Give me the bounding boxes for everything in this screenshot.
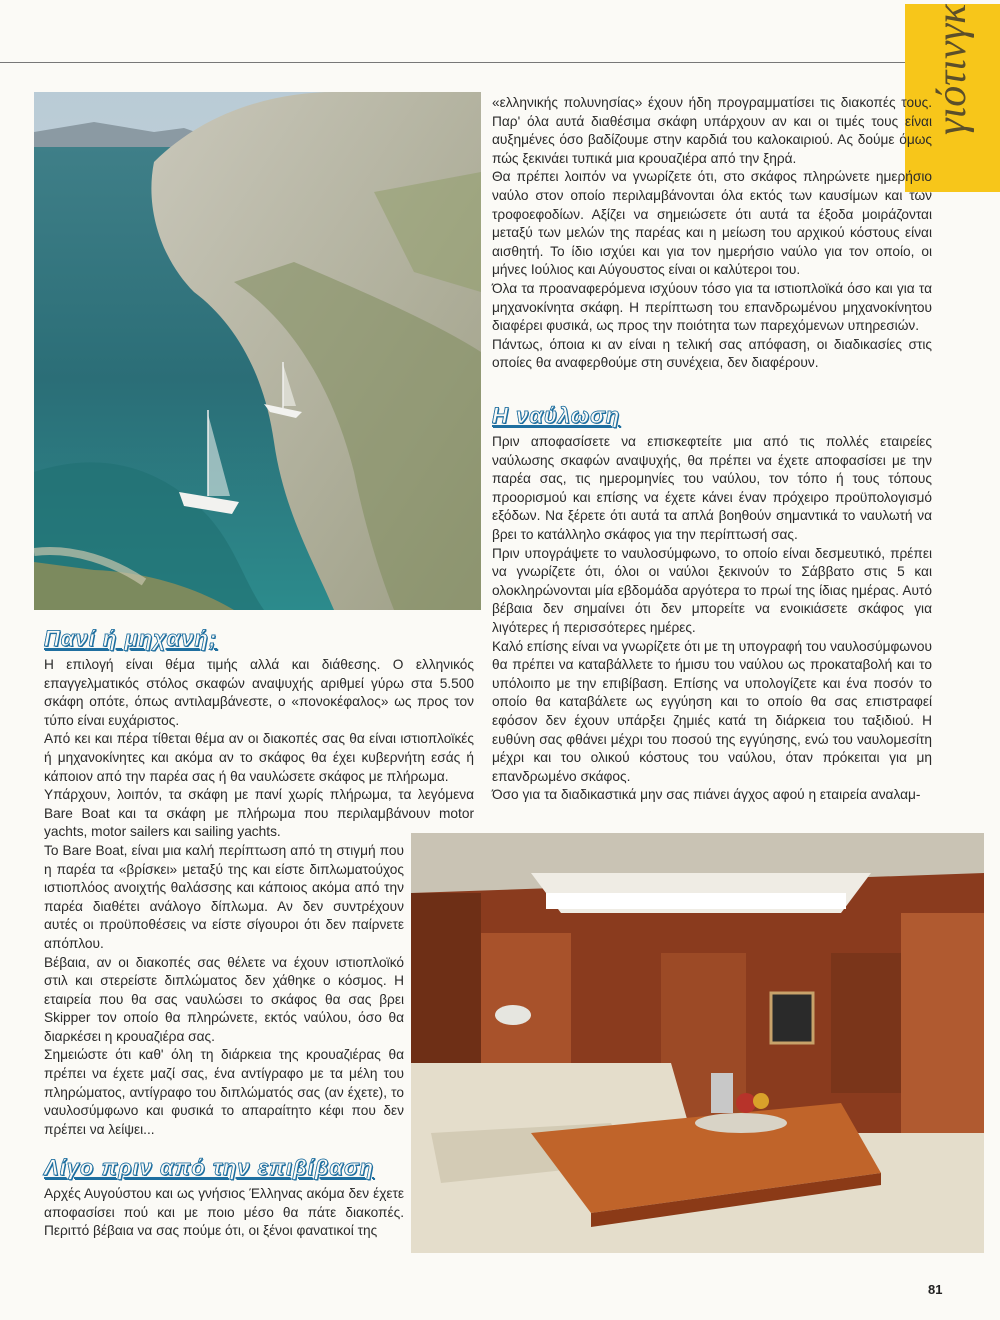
paragraph: Από κει και πέρα τίθεται θέμα αν οι διακοπές σας θα είναι ιστιοπλοϊκές ή μηχανοκίνητες και ακόμα αν το σκάφος θα έχει κυβερνήτη εσάς ή κάποιον από την παρέα σας ή θα ναυλώσετε σκάφος με πλήρωμα.	[44, 731, 474, 784]
paragraph: Καλό επίσης είναι να γνωρίζετε ότι με τη υπογραφή του ναυλοσύμφωνου θα πρέπει να καταβάλλετε το ήμισυ του ναύλου ως προκαταβολή και το υπόλοιπο με την επιβίβαση. Επίσης να υπολογίζετε και ένα ποσόν το οποίο θα καταβάλετε ως εγγύηση και το οποίο θα σας επιστραφεί εφόσον δεν έχουν υπάρξει ζημιές κατά τη διάρκεια του ταξιδιού. Η ευθύνη σας φθάνει μέχρι του ποσού της εγγύησης, ενώ του ναυλομεσίτη μέχρι και του ολικού κόστους του ναύλου, όταν πρόκειται για μη επανδρωμένο σκάφος.	[492, 638, 932, 784]
paragraph: Το Bare Boat, είναι μια καλή περίπτωση από τη στιγμή που η παρέα τα «βρίσκει» μεταξύ της και είστε διπλωματούχος ιστιοπλόος ανοιχτής θαλάσσης και κάποιος ακόμα από την παρέα διαθέτει ανάλογο δίπλωμα. Αν δεν συντρέχουν αυτές οι προϋποθέσεις να είστε σίγουροι ότι δεν παίρνετε απόπλου.	[44, 842, 404, 951]
paragraph: Όσο για τα διαδικαστικά μην σας πιάνει άγχος αφού η εταιρεία αναλαμ-	[492, 787, 921, 803]
left-column-bottom	[44, 1185, 404, 1241]
yacht-interior-photo	[411, 833, 984, 1253]
heading-before-boarding: Λίγο πριν από την επιβίβαση	[44, 1155, 375, 1180]
heading-sail-or-engine: Πανί ή μηχανή;	[44, 626, 218, 651]
section-tab-label: γιότινγκ	[929, 4, 975, 136]
right-column-top	[492, 94, 932, 373]
page-number: 81	[928, 1282, 943, 1297]
heading-charter: Η ναύλωση	[492, 403, 621, 428]
paragraph: Υπάρχουν, λοιπόν, τα σκάφη με πανί χωρίς πλήρωμα, τα λεγόμενα Bare Boat και τα σκάφη με πλήρωμα που περιλαμβάνουν motor yachts, motor sailers και sailing yachts.	[44, 787, 474, 840]
header-rule	[0, 62, 1000, 63]
paragraph: Όλα τα προαναφερόμενα ισχύουν τόσο για τα ιστιοπλοϊκά όσο και για τα μηχανοκίνητα σκάφη. Η περίπτωση του επανδρωμένου μηχανοκίνητου διαφέρει φυσικά, ως προς την ποιότητα των παρεχόμενων υπηρεσιών.	[492, 280, 932, 334]
paragraph: Βέβαια, αν οι διακοπές σας θέλετε να έχουν ιστιοπλοϊκό στιλ και στερείστε διπλώματος δεν χάθηκε ο κόσμος. Η εταιρεία που θα σας ναυλώσει το σκάφος θα σας βρει Skipper τον οποίο θα πληρώνετε, εκτός ναύλου, όσο θα διαρκέσει η κρουαζιέρα σας.	[44, 954, 404, 1044]
paragraph: Αρχές Αυγούστου και ως γνήσιος Έλληνας ακόμα δεν έχετε αποφασίσει πού και με ποιο μέσο θα πάτε διακοπές. Περιττό βέβαια να σας πούμε ότι, οι ξένοι φανατικοί της	[44, 1186, 404, 1239]
paragraph: Πριν αποφασίσετε να επισκεφτείτε μια από τις πολλές εταιρείες ναύλωσης σκαφών αναψυχής, θα πρέπει να έχετε αποφασίσει με την παρέα σας, τις ημερομηνίες του ναύλου, τον τόπο ή τους τόπους προορισμού και επίσης να έχετε κάνει έναν πρόχειρο προϋπολογισμό εξόδων. Να ξέρετε ότι αυτά τα απλά βοηθούν σημαντικά το ναυλωτή να βρει το κατάλληλο σκάφος για την περίπτωσή σας.	[492, 434, 932, 542]
paragraph: Θα πρέπει λοιπόν να γνωρίζετε ότι, στο σκάφος πληρώνετε ημερήσιο ναύλο στον οποίο περιλαμβάνονται όλα εκτός των καυσίμων και των τροφοεφοδίων. Αξίζει να σημειώσετε ότι αυτά τα έξοδα μοιράζονται μεταξύ των μελών της παρέας και η μείωση του αρχικού κόστους είναι αισθητή. Το ίδιο ισχύει και για τον ημερήσιο ναύλο για τον οποίο, οι μήνες Ιούλιος και Αύγουστος είναι οι καλύτεροι του.	[492, 169, 932, 278]
left-column-top	[44, 656, 474, 1139]
paragraph: «ελληνικής πολυνησίας» έχουν ήδη προγραμματίσει τις διακοπές τους. Παρ' όλα αυτά διαθέσιμα σκάφη υπάρχουν αν και οι τιμές τους είναι αυξημένες όσο βαδίζουμε στην καρδιά του καλοκαιριού. Ας δούμε όμως πώς ξεκινάει τυπικά μια κρουαζιέρα από την ξηρά.	[492, 95, 932, 166]
right-column-bottom	[492, 433, 932, 805]
paragraph: Η επιλογή είναι θέμα τιμής αλλά και διάθεσης. Ο ελληνικός επαγγελματικός στόλος σκαφών αναψυχής αριθμεί γύρω στα 5.500 σκάφη οπότε, όπως αντιλαμβάνεστε, ο «πονοκέφαλος» ως προς τον τύπο είναι ευχάριστος.	[44, 657, 474, 728]
bay-sailboats-photo	[34, 92, 481, 610]
paragraph: Πριν υπογράψετε το ναυλοσύμφωνο, το οποίο είναι δεσμευτικό, πρέπει να γνωρίζετε ότι, όλοι οι ναύλοι ξεκινούν το Σάββατο στις 5 και ολοκληρώνονται μία εβδομάδα αργότερα το πρωί της ίδιας ημέρας. Αυτό βέβαια δεν σημαίνει ότι δεν μπορείτε να ενοικιάσετε σκάφος για λιγότερες ή περισσότερες ημέρες.	[492, 545, 932, 635]
paragraph: Σημειώστε ότι καθ' όλη τη διάρκεια της κρουαζιέρας θα πρέπει να έχετε μαζί σας, ένα αντίγραφο με τα μέλη του πληρώματος, αντίγραφο του διπλώματός σας (αν έχετε), το ναυλοσύμφωνο και φυσικά το απαραίτητο κέφι που δεν πρέπει να λείψει...	[44, 1047, 404, 1137]
paragraph: Πάντως, όποια κι αν είναι η τελική σας απόφαση, οι διαδικασίες στις οποίες θα αναφερθούμε στη συνέχεια, δεν διαφέρουν.	[492, 336, 932, 371]
